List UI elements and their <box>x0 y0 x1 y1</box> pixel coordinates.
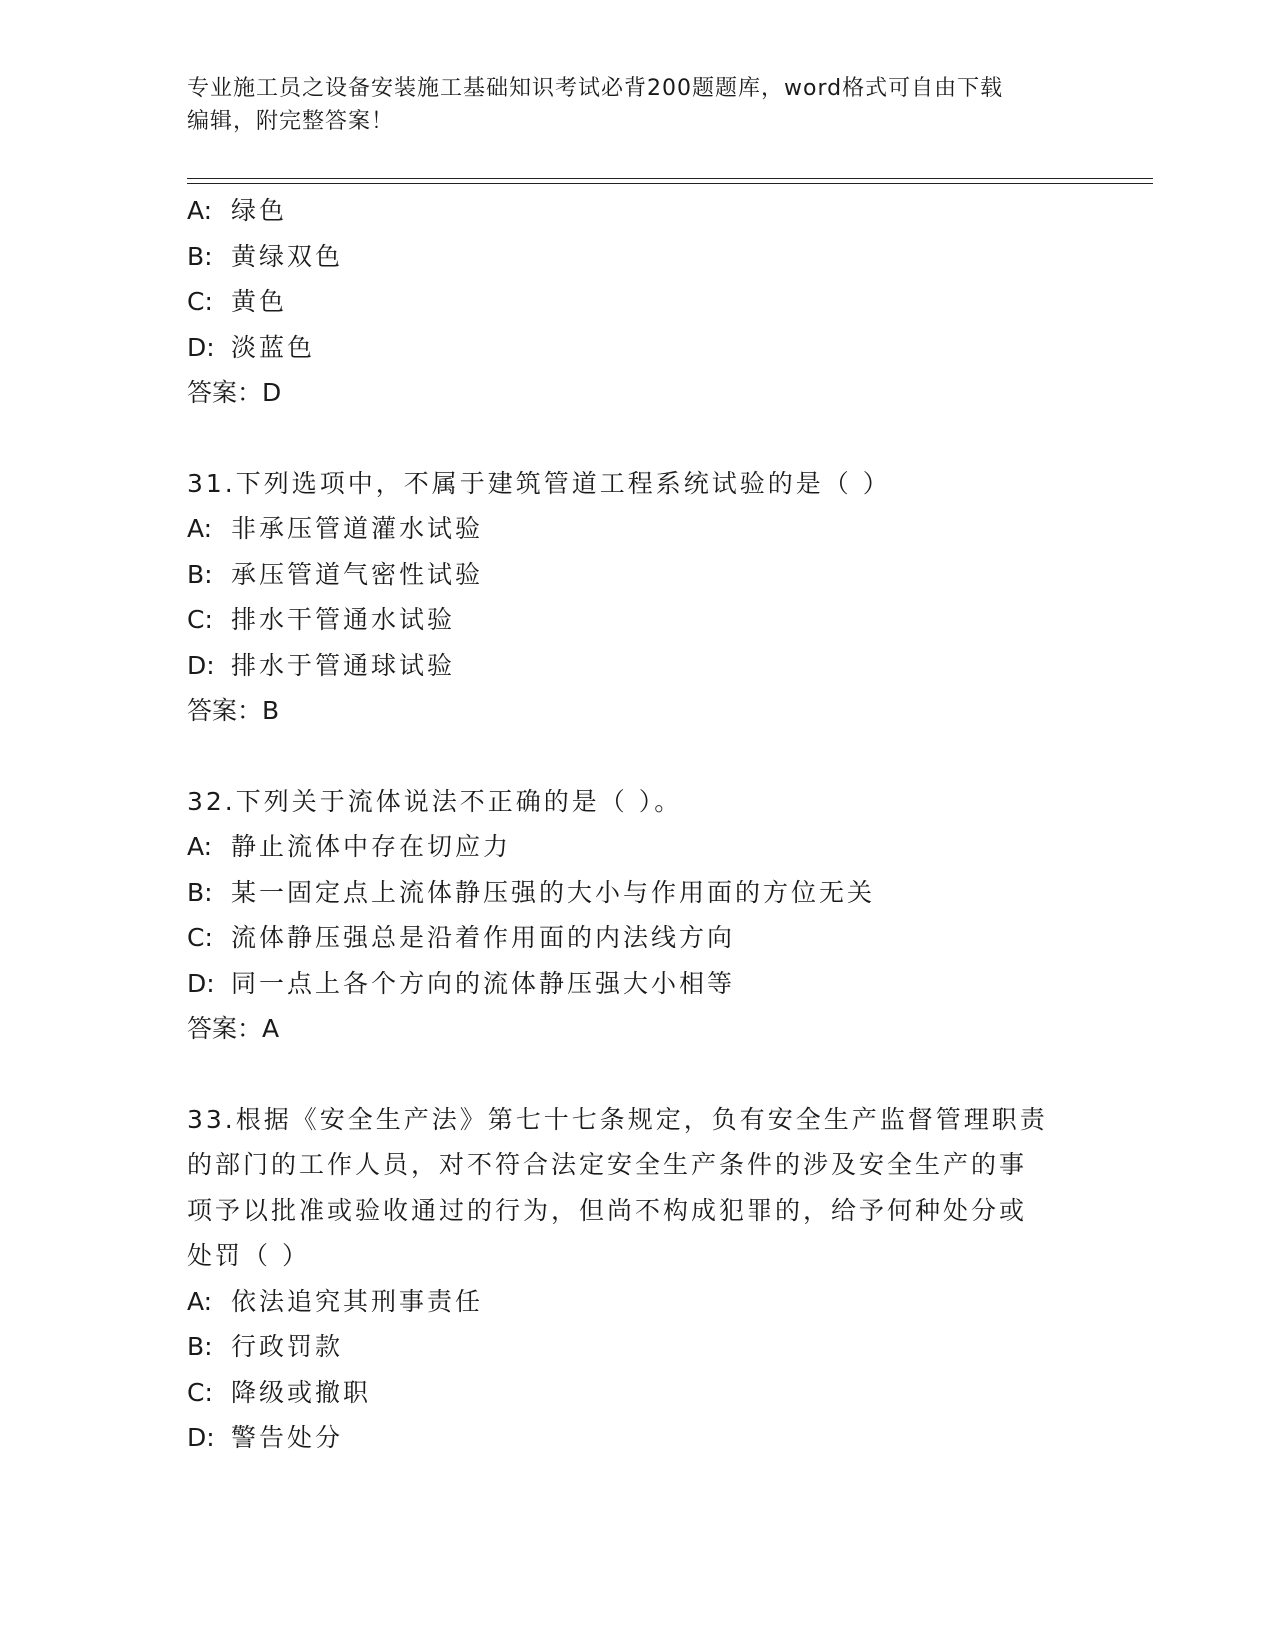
option-letter: A: <box>187 1286 213 1316</box>
option-a <box>187 1279 1087 1325</box>
option-letter: B: <box>187 877 213 907</box>
option-letter: A: <box>187 196 213 225</box>
option-letter: D: <box>187 1423 215 1452</box>
option-d <box>187 643 1087 689</box>
option-d <box>187 325 1087 371</box>
option-text: 降级或撤职 <box>231 1377 372 1407</box>
option-text: 排水于管通球试验 <box>231 650 456 680</box>
option-text: 绿色 <box>231 196 288 225</box>
question-32 <box>187 779 1087 1052</box>
option-letter: C: <box>187 605 213 634</box>
question-spacer <box>187 734 1087 779</box>
option-letter: C: <box>187 923 213 952</box>
option-c <box>187 597 1087 643</box>
question-stem: 31.下列选项中，不属于建筑管道工程系统试验的是（ ） <box>187 468 891 498</box>
option-letter: B: <box>187 241 213 271</box>
option-c <box>187 1370 1087 1416</box>
option-d <box>187 1415 1087 1461</box>
question-spacer <box>187 1052 1087 1097</box>
question-spacer <box>187 416 1087 461</box>
answer-label: 答案： <box>187 378 263 407</box>
option-a <box>187 824 1087 870</box>
option-text: 承压管道气密性试验 <box>231 559 484 589</box>
option-b <box>187 234 1087 280</box>
option-letter: B: <box>187 559 213 589</box>
option-text: 黄色 <box>231 287 288 316</box>
option-text: 排水干管通水试验 <box>231 605 456 634</box>
option-letter: D: <box>187 968 215 998</box>
option-text: 静止流体中存在切应力 <box>231 832 512 861</box>
option-text: 警告处分 <box>231 1423 344 1452</box>
question-stem-line-1: 33.根据《安全生产法》第七十七条规定，负有安全生产监督管理职责 <box>187 1104 1048 1134</box>
question-stem-line-2: 的部门的工作人员，对不符合法定安全生产条件的涉及安全生产的事 <box>187 1150 1028 1179</box>
option-text: 同一点上各个方向的流体静压强大小相等 <box>231 968 736 998</box>
option-letter: B: <box>187 1332 213 1361</box>
answer-line <box>187 370 1087 416</box>
option-b <box>187 870 1087 916</box>
option-c <box>187 915 1087 961</box>
option-letter: D: <box>187 650 215 680</box>
option-c <box>187 279 1087 325</box>
answer-label: 答案： <box>187 696 263 725</box>
option-letter: A: <box>187 514 213 543</box>
option-text: 非承压管道灌水试验 <box>231 514 484 543</box>
question-content <box>187 188 1087 1461</box>
answer-line <box>187 1006 1087 1052</box>
option-a <box>187 506 1087 552</box>
header-title-line-1: 专业施工员之设备安装施工基础知识考试必背200题题库，word格式可自由下载 <box>187 76 1004 101</box>
answer-value: D <box>262 378 282 407</box>
answer-label: 答案： <box>187 1014 263 1043</box>
option-text: 淡蓝色 <box>231 332 316 362</box>
question-stem: 32.下列关于流体说法不正确的是（ ）。 <box>187 786 683 816</box>
option-text: 流体静压强总是沿着作用面的内法线方向 <box>231 923 736 952</box>
option-text: 行政罚款 <box>231 1332 344 1361</box>
question-30-tail <box>187 188 1087 416</box>
option-text: 黄绿双色 <box>231 241 344 271</box>
answer-value: B <box>262 696 280 725</box>
option-b <box>187 1324 1087 1370</box>
question-stem-line-3: 项予以批准或验收通过的行为，但尚不构成犯罪的，给予何种处分或 <box>187 1195 1028 1225</box>
answer-value: A <box>262 1014 280 1043</box>
option-b <box>187 552 1087 598</box>
answer-line <box>187 688 1087 734</box>
option-text: 某一固定点上流体静压强的大小与作用面的方位无关 <box>231 877 876 907</box>
header-divider-top <box>187 178 1153 179</box>
document-header <box>187 72 1077 138</box>
header-title-line-2: 编辑，附完整答案！ <box>187 109 395 134</box>
option-d <box>187 961 1087 1007</box>
option-letter: C: <box>187 1377 213 1407</box>
header-divider-bottom <box>187 183 1153 184</box>
option-text: 依法追究其刑事责任 <box>231 1286 484 1316</box>
question-stem-line-4: 处罚（ ） <box>187 1241 310 1270</box>
option-letter: A: <box>187 832 213 861</box>
option-letter: C: <box>187 287 213 316</box>
question-31 <box>187 461 1087 734</box>
question-33 <box>187 1097 1087 1461</box>
option-a <box>187 188 1087 234</box>
option-letter: D: <box>187 332 215 362</box>
